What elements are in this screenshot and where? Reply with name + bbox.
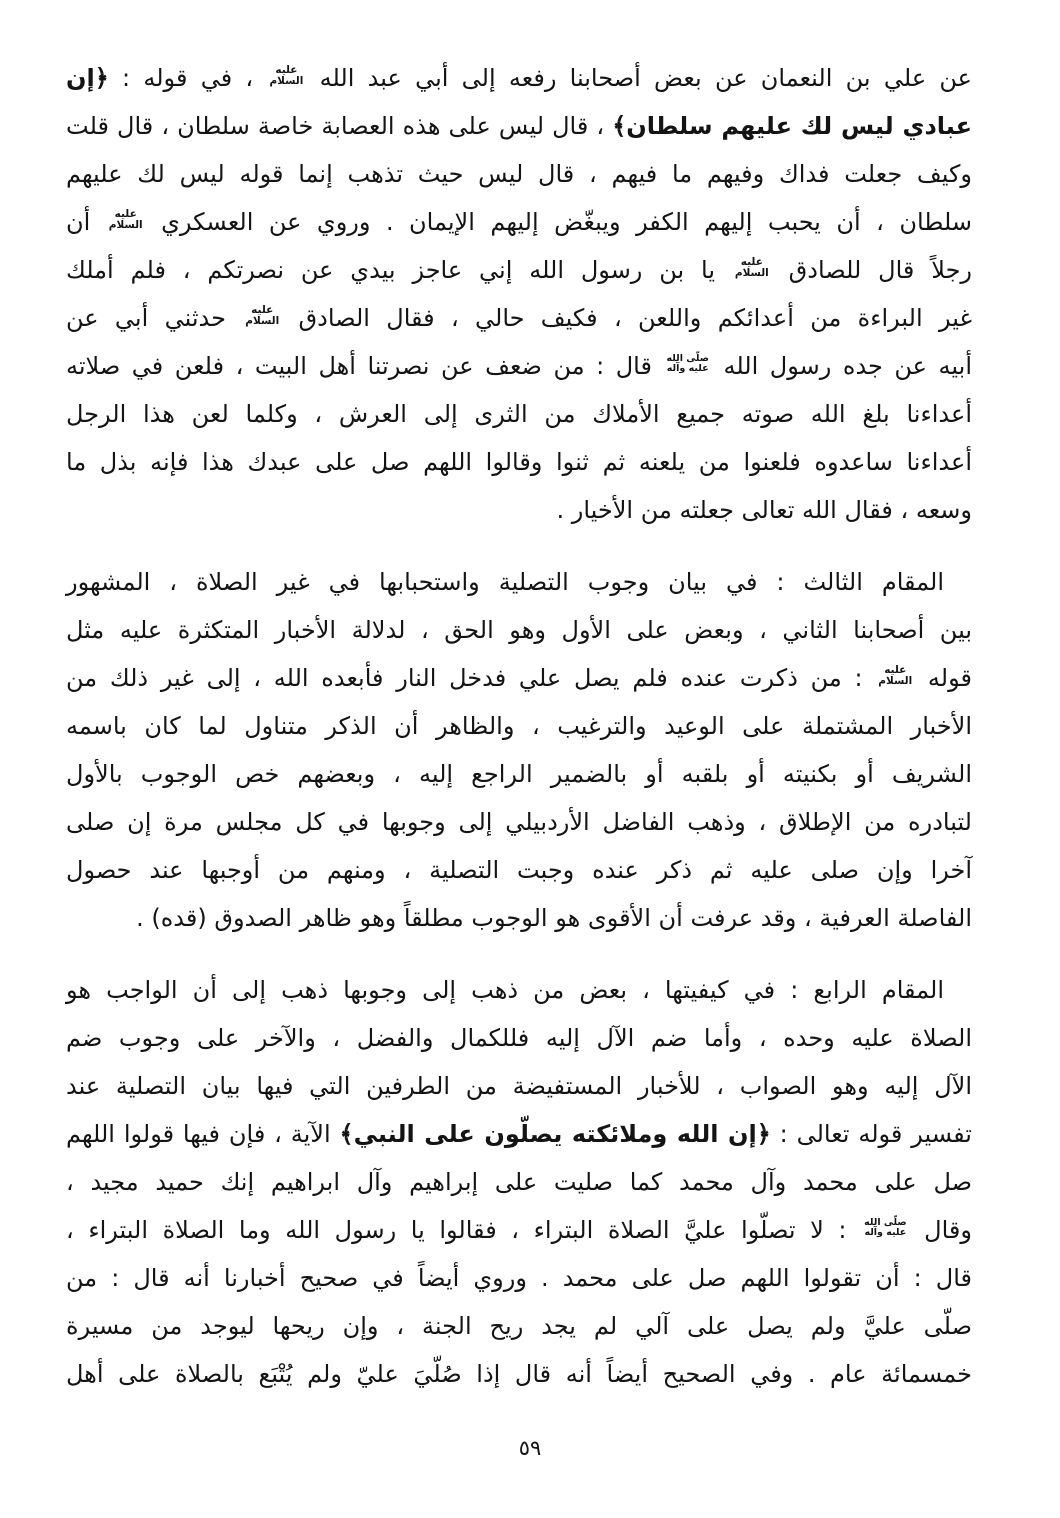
paragraph — [66, 966, 972, 1398]
text-run: صلّى عليَّ ولم يصل على آلي لم يجد ريح الجنة ، وإن ريحها ليوجد من مسيرة — [66, 1312, 972, 1340]
text-run: : من ذكرت عنده فلم يصل علي فدخل النار فأبعده الله ، إلى غير ذلك من — [66, 664, 876, 692]
text-run: تفسير قوله تعالى : — [770, 1120, 972, 1148]
text-run: ، في قوله : — [108, 64, 267, 92]
sallallahu-alayhi-wa-alih-seal: صلّى الله عليه وآله — [864, 1216, 907, 1238]
text-run: الفاصلة العرفية ، وقد عرفت أن الأقوى هو الوجوب مطلقاً وهو ظاهر الصدوق (قده) . — [136, 904, 972, 932]
text-run: الآية ، فإن فيها قولوا اللهم — [66, 1120, 340, 1148]
text-line — [66, 1062, 972, 1110]
text-run: : لا تصلّوا عليَّ الصلاة البتراء ، فقالوا يا رسول الله وما الصلاة البتراء ، — [66, 1216, 862, 1244]
text-run: المقام الرابع : في كيفيتها ، بعض من ذهب إلى وجوبها ذهب إلى أن الواجب هو — [66, 976, 944, 1004]
quran-quote: عبادي ليس لك عليهم سلطان﴾ — [612, 112, 972, 140]
text-run: عن علي بن النعمان عن بعض أصحابنا رفعه إلى أبي عبد الله — [306, 64, 972, 92]
text-run: رجلاً قال للصادق — [771, 256, 973, 284]
text-line — [66, 246, 972, 294]
text-line — [66, 150, 972, 198]
text-line — [66, 54, 972, 102]
text-run: أن — [66, 208, 106, 236]
text-run: وقال — [909, 1216, 972, 1244]
text-run: لتبادره من الإطلاق ، وذهب الفاضل الأردبيلي إلى وجوبها في كل مجلس مرة إن صلى — [66, 808, 972, 836]
text-run: ، قال ليس على هذه العصابة خاصة سلطان ، قال قلت — [66, 112, 613, 140]
text-run: أبيه عن جده رسول الله — [711, 352, 972, 380]
text-line — [66, 1302, 972, 1350]
paragraph — [66, 558, 972, 942]
alayhis-salam-seal: عليه السلام — [108, 207, 143, 231]
text-run: وكيف جعلت فداك وفيهم ما فيهم ، قال ليس حيث تذهب إنما قوله ليس لك عليهم — [66, 160, 972, 188]
text-line — [66, 1110, 972, 1158]
text-run: المقام الثالث : في بيان وجوب التصلية واستحبابها في غير الصلاة ، المشهور — [66, 568, 944, 596]
text-line — [66, 798, 972, 846]
text-line — [66, 846, 972, 894]
text-run: غير البراءة من أعدائكم واللعن ، فكيف حالي ، فقال الصادق — [282, 304, 973, 332]
paragraph — [66, 54, 972, 534]
text-line — [66, 654, 972, 702]
text-run: قال : أن تقولوا اللهم صل على محمد . وروي أيضاً في صحيح أخبارنا أنه قال : من — [66, 1264, 972, 1292]
text-run: آخرا وإن صلى عليه ثم ذكر عنده وجبت التصلية ، ومنهم من أوجبها عند حصول — [66, 856, 972, 884]
text-line — [66, 966, 972, 1014]
text-line — [66, 390, 972, 438]
text-line — [66, 1254, 972, 1302]
alayhis-salam-seal: عليه السلام — [878, 663, 913, 687]
alayhis-salam-seal: عليه السلام — [245, 303, 280, 327]
text-run: الشريف أو بكنيته أو بلقبه أو بالضمير الراجع إليه ، وبعضهم خص الوجوب بالأول — [66, 760, 972, 788]
text-run: وسعه ، فقال الله تعالى جعلته من الأخيار . — [556, 496, 972, 524]
text-line — [66, 606, 972, 654]
text-line — [66, 1350, 972, 1398]
text-line — [66, 1206, 972, 1254]
alayhis-salam-seal: عليه السلام — [269, 63, 304, 87]
text-line — [66, 486, 972, 534]
text-run: بين أصحابنا الثاني ، وبعض على الأول وهو الحق ، لدلالة الأخبار المتكثرة عليه مثل — [66, 616, 972, 644]
text-line — [66, 438, 972, 486]
text-run: الصلاة عليه وحده ، وأما ضم الآل إليه فللكمال والفضل ، والآخر على وجوب ضم — [66, 1024, 972, 1052]
sallallahu-alayhi-wa-alih-seal: صلّى الله عليه وآله — [666, 352, 709, 374]
text-line — [66, 102, 972, 150]
quran-quote: ﴿إن — [66, 64, 109, 92]
text-line — [66, 342, 972, 390]
text-run: الآل إليه وهو الصواب ، للأخبار المستفيضة من الطرفين التي فيها بيان التصلية عند — [66, 1072, 972, 1100]
text-run: حدثني أبي عن — [66, 304, 243, 332]
text-line — [66, 294, 972, 342]
text-run: خمسمائة عام . وفي الصحيح أيضاً أنه قال إذا صُلّيَ عليّ ولم يُتْبَع بالصلاة على أهل — [66, 1360, 972, 1388]
text-run: صل على محمد وآل محمد كما صليت على إبراهيم وآل ابراهيم إنك حميد مجيد ، — [66, 1168, 972, 1196]
text-line — [66, 702, 972, 750]
text-line — [66, 894, 972, 942]
text-line — [66, 198, 972, 246]
text-line — [66, 1014, 972, 1062]
text-run: يا بن رسول الله إني عاجز بيدي عن نصرتكم ، فلم أملك — [66, 256, 732, 284]
text-run: سلطان ، أن يحبب إليهم الكفر ويبغّض إليهم الإيمان . وروي عن العسكري — [145, 208, 972, 236]
text-run: أعداءنا بلغ الله صوته جميع الأملاك من الثرى إلى العرش ، وكلما لعن هذا الرجل — [66, 400, 972, 428]
text-run: قال : من ضعف عن نصرتنا أهل البيت ، فلعن في صلاته — [66, 352, 664, 380]
text-run: الأخبار المشتملة على الوعيد والترغيب ، والظاهر أن الذكر متناول لما كان باسمه — [66, 712, 972, 740]
quran-quote: ﴿إن الله وملائكته يصلّون على النبي﴾ — [339, 1120, 771, 1148]
text-run: قوله — [915, 664, 972, 692]
text-line — [66, 558, 972, 606]
page-number: ٥٩ — [518, 1436, 542, 1460]
text-run: أعداءنا ساعدوه فلعنوا من يلعنه ثم ثنوا وقالوا اللهم صل على عبدك هذا فإنه بذل ما — [66, 448, 972, 476]
text-line — [66, 750, 972, 798]
text-line — [66, 1158, 972, 1206]
alayhis-salam-seal: عليه السلام — [734, 255, 769, 279]
